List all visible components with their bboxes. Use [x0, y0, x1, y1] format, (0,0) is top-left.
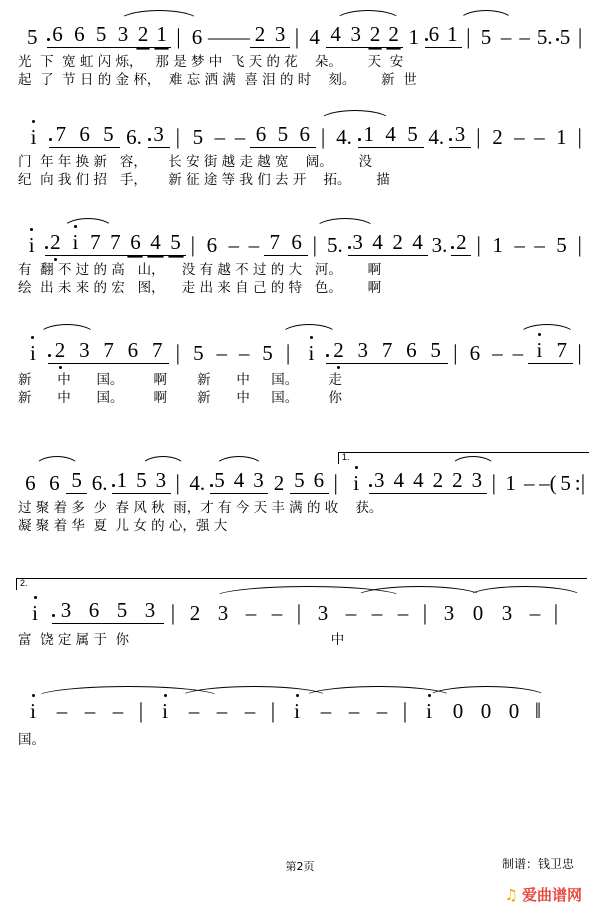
- system-5-notes: [18, 470, 586, 494]
- note: 1: [492, 233, 504, 257]
- note: 1: [152, 24, 170, 48]
- note: 3: [249, 470, 269, 494]
- barline: |: [176, 24, 181, 49]
- dash: –(: [539, 471, 557, 495]
- note: 5.: [534, 27, 556, 48]
- system-2-notes: [18, 124, 586, 148]
- note: 4: [145, 232, 165, 256]
- barline: |: [577, 124, 582, 149]
- system-7-notes: [18, 700, 586, 722]
- note: 7: [375, 340, 399, 364]
- note: 7: [145, 340, 169, 364]
- barline: |: [320, 124, 326, 149]
- note: 5: [262, 341, 273, 365]
- note: 5: [193, 341, 204, 365]
- system-3-lyrics: [18, 264, 586, 295]
- note: 0: [452, 699, 464, 723]
- note: 6: [399, 340, 423, 364]
- dash: –: [214, 125, 226, 149]
- barline: |: [577, 24, 583, 49]
- dash: –: [248, 233, 260, 257]
- slur: [334, 10, 402, 22]
- lyric-line-1: 富 饶 定 属 于 你 中: [18, 632, 345, 648]
- note: 7: [96, 340, 120, 364]
- system-5-lyrics: [18, 502, 586, 533]
- note: 7: [264, 232, 286, 256]
- note: 0: [508, 699, 520, 723]
- note: 4: [409, 470, 429, 494]
- slur: [62, 218, 114, 230]
- barline: |: [476, 232, 481, 257]
- volta-label: 2.: [20, 578, 28, 588]
- dash: –: [492, 341, 503, 365]
- dash: –: [238, 341, 250, 365]
- note: 3: [136, 600, 164, 624]
- barline: |: [170, 600, 176, 625]
- lyric-line-1: 新 中 国。 啊 新 中 国。 走: [18, 372, 342, 388]
- dash: –: [397, 601, 409, 625]
- lyric-line-2: 纪 向 我 们 招 手， 新 征 途 等 我 们 去 开 拓。 描: [18, 171, 390, 188]
- note: 5: [480, 25, 492, 49]
- system-6-notes: [18, 600, 586, 624]
- note: 6: [309, 470, 329, 494]
- dash: –: [234, 125, 246, 149]
- note: 5.: [322, 235, 347, 256]
- note: 1: [358, 124, 380, 148]
- barline: |: [175, 124, 181, 149]
- note: 5: [290, 470, 310, 494]
- barline: |: [190, 232, 196, 257]
- lyric-line-2: 绘 出 未 来 的 宏 图， 走 出 来 自 己 的 特 色。 啊: [18, 279, 382, 296]
- barline: |: [476, 124, 481, 149]
- note: 7: [551, 340, 573, 364]
- note: 7: [85, 232, 105, 256]
- slur: [38, 324, 96, 336]
- note: 5: [18, 27, 47, 48]
- note: i: [18, 343, 48, 364]
- dash: –: [216, 341, 227, 365]
- note: 4: [389, 470, 409, 494]
- note: 4: [380, 124, 402, 148]
- note: 4: [326, 24, 346, 48]
- slur: [314, 218, 376, 230]
- note: 4: [368, 232, 388, 256]
- barline: |: [138, 698, 144, 723]
- note: 3: [112, 24, 134, 48]
- dash: —: [207, 25, 229, 49]
- note: 2: [384, 24, 402, 48]
- dash: –: [524, 471, 535, 495]
- dash: –: [245, 601, 257, 625]
- slur: [318, 110, 392, 122]
- note: 2: [45, 232, 65, 256]
- note: 6: [125, 232, 145, 256]
- note: 6: [191, 25, 203, 49]
- note: 3: [217, 601, 229, 625]
- barline: |: [402, 698, 408, 723]
- slur: [214, 456, 264, 468]
- lyric-line-1: 光 下 宽 虹 闪 烁， 那 是 梦 中 飞 天 的 花 朵。 天 安: [18, 54, 404, 70]
- note: 6: [68, 24, 90, 48]
- system-4-notes: [18, 340, 586, 364]
- dash: –: [84, 699, 96, 723]
- dash: –: [512, 341, 524, 365]
- note: 6: [250, 124, 272, 148]
- note: 6: [294, 124, 316, 148]
- dash: –: [244, 699, 256, 723]
- note: 4: [229, 470, 249, 494]
- note: 5: [560, 471, 571, 495]
- dash: –: [216, 699, 228, 723]
- dash: –: [514, 233, 525, 257]
- dash: –: [514, 125, 525, 149]
- note: i: [150, 701, 180, 722]
- note: 5: [166, 232, 186, 256]
- note: 2: [428, 470, 448, 494]
- note: i: [18, 701, 48, 722]
- lyric-line-1: 过 聚 着 多 少 春 风 秋 雨，才 有 今 天 丰 满 的 收 获。: [18, 500, 383, 516]
- slur: [518, 324, 576, 336]
- dash: –: [112, 699, 124, 723]
- note: 5: [424, 340, 448, 364]
- note: 1: [112, 470, 132, 494]
- note: 2: [451, 232, 471, 256]
- lyric-line-1: 门 年 年 换 新 容， 长 安 街 越 走 越 宽 阔。 没: [18, 154, 372, 170]
- barline: |: [296, 600, 302, 625]
- note: i: [18, 235, 45, 256]
- note: 6: [469, 341, 481, 365]
- note: 5: [402, 124, 424, 148]
- note: i: [414, 701, 444, 722]
- lyric-line-1: 国。: [18, 732, 45, 748]
- dash: –: [345, 601, 357, 625]
- barline: |: [453, 340, 458, 365]
- note: 0: [472, 601, 484, 625]
- dash: –: [371, 601, 383, 625]
- final-barline: ‖: [534, 698, 542, 723]
- dash: –: [188, 699, 200, 723]
- note: 5: [556, 233, 567, 257]
- note: 5: [272, 124, 294, 148]
- note: 2: [189, 601, 201, 625]
- note: 5: [210, 470, 230, 494]
- barline: |: [285, 340, 291, 365]
- barline: |: [491, 470, 496, 495]
- note: 5: [192, 125, 204, 149]
- repeat-sign: :|: [574, 470, 586, 495]
- note: 3: [346, 24, 366, 48]
- note: 6: [286, 232, 308, 256]
- barline: |: [577, 340, 582, 365]
- music-note-icon: ♫: [504, 885, 518, 904]
- note: 2: [48, 340, 72, 364]
- note: 1: [505, 471, 516, 495]
- slur: [118, 10, 200, 22]
- note: i: [282, 701, 312, 722]
- note: 3: [369, 470, 389, 494]
- note: 3.: [428, 235, 452, 256]
- system-6-lyrics: [18, 634, 586, 648]
- dash: –: [56, 699, 68, 723]
- dash: –: [320, 699, 332, 723]
- note: 3: [443, 601, 455, 625]
- note: i: [343, 473, 370, 494]
- dash: –: [534, 125, 545, 149]
- dash: –: [500, 25, 512, 49]
- dash: –: [529, 601, 541, 625]
- note: 3: [317, 601, 329, 625]
- note: 1: [443, 24, 461, 48]
- note: 6: [425, 24, 443, 48]
- note: 6: [121, 340, 145, 364]
- dash: –: [271, 601, 283, 625]
- note: 4: [309, 25, 320, 49]
- dash: –: [228, 233, 240, 257]
- note: i: [18, 127, 49, 148]
- note: 2: [134, 24, 152, 48]
- lyric-line-2: 新 中 国。 啊 新 中 国。 你: [18, 389, 342, 406]
- system-2-lyrics: [18, 156, 586, 187]
- note: 5: [559, 25, 571, 49]
- note: 3: [270, 24, 290, 48]
- slur: [140, 456, 186, 468]
- slur: [458, 10, 514, 22]
- note: 6: [49, 471, 60, 495]
- note: 1: [556, 125, 567, 149]
- volta-label: 1.: [342, 452, 350, 462]
- credit-line: 制谱：钱卫忠: [501, 857, 574, 871]
- slur: [280, 324, 338, 336]
- note: 0: [480, 699, 492, 723]
- note: 4.: [424, 127, 450, 148]
- system-7-lyrics: [18, 734, 586, 748]
- slur: [34, 456, 80, 468]
- barline: |: [577, 232, 582, 257]
- note: 5: [108, 600, 136, 624]
- page-number: 第2页: [285, 860, 315, 873]
- note: 3: [148, 124, 170, 148]
- note: 6: [47, 24, 69, 48]
- barline: |: [175, 470, 180, 495]
- barline: |: [553, 600, 559, 625]
- note: 5: [66, 470, 87, 494]
- note: 2: [388, 232, 408, 256]
- dash: –: [519, 25, 530, 49]
- barline: |: [312, 232, 317, 257]
- barline: |: [270, 698, 276, 723]
- note: 6: [80, 600, 108, 624]
- note: 1: [403, 27, 425, 48]
- barline: |: [422, 600, 428, 625]
- note: 7: [105, 232, 125, 256]
- dash: –: [348, 699, 360, 723]
- note: 3: [52, 600, 80, 624]
- dash: –: [534, 233, 545, 257]
- note: 3: [467, 470, 487, 494]
- barline: |: [294, 24, 300, 49]
- note: 6.: [87, 473, 112, 494]
- note: 2: [366, 24, 384, 48]
- note: i: [18, 603, 52, 624]
- note: 6: [206, 233, 218, 257]
- lyric-line-2: 凝 聚 着 华 夏 儿 女 的 心，强 大: [18, 517, 228, 534]
- slur: [426, 686, 548, 698]
- system-1-lyrics: [18, 56, 586, 87]
- note: 3: [348, 232, 368, 256]
- note: i: [528, 340, 550, 364]
- note: i: [65, 232, 85, 256]
- barline: |: [466, 24, 471, 49]
- note: 6.: [120, 127, 147, 148]
- site-watermark: [505, 884, 582, 905]
- note: i: [296, 343, 326, 364]
- note: 3: [501, 601, 513, 625]
- note: 2: [250, 24, 270, 48]
- note: 2: [492, 125, 503, 149]
- dash: —: [228, 25, 250, 49]
- watermark-text: 爱曲谱网: [521, 886, 582, 904]
- note: 3: [351, 340, 375, 364]
- barline: |: [175, 340, 180, 365]
- note: 6: [73, 124, 97, 148]
- note: 5: [97, 124, 121, 148]
- system-3-notes: [18, 232, 586, 256]
- note: 6: [25, 471, 36, 495]
- note: 4.: [185, 473, 210, 494]
- note: 2: [448, 470, 468, 494]
- note: 4.: [330, 127, 357, 148]
- system-4-lyrics: [18, 374, 586, 405]
- note: 5: [90, 24, 112, 48]
- note: 5: [132, 470, 152, 494]
- note: 2: [273, 471, 285, 495]
- note: 3: [449, 124, 471, 148]
- note: 7: [49, 124, 73, 148]
- lyric-line-2: 起 了 节 日 的 金 杯， 难 忘 洒 满 喜 泪 的 时 刻。 新 世: [18, 71, 417, 88]
- lyric-line-1: 有 翻 不 过 的 高 山， 没 有 越 不 过 的 大 河。 啊: [18, 262, 382, 278]
- note: 3: [72, 340, 96, 364]
- note: 3: [151, 470, 171, 494]
- dash: –: [376, 699, 388, 723]
- barline: |: [333, 470, 338, 495]
- system-1-notes: [18, 24, 586, 48]
- note: 4: [408, 232, 428, 256]
- note: 2: [326, 340, 350, 364]
